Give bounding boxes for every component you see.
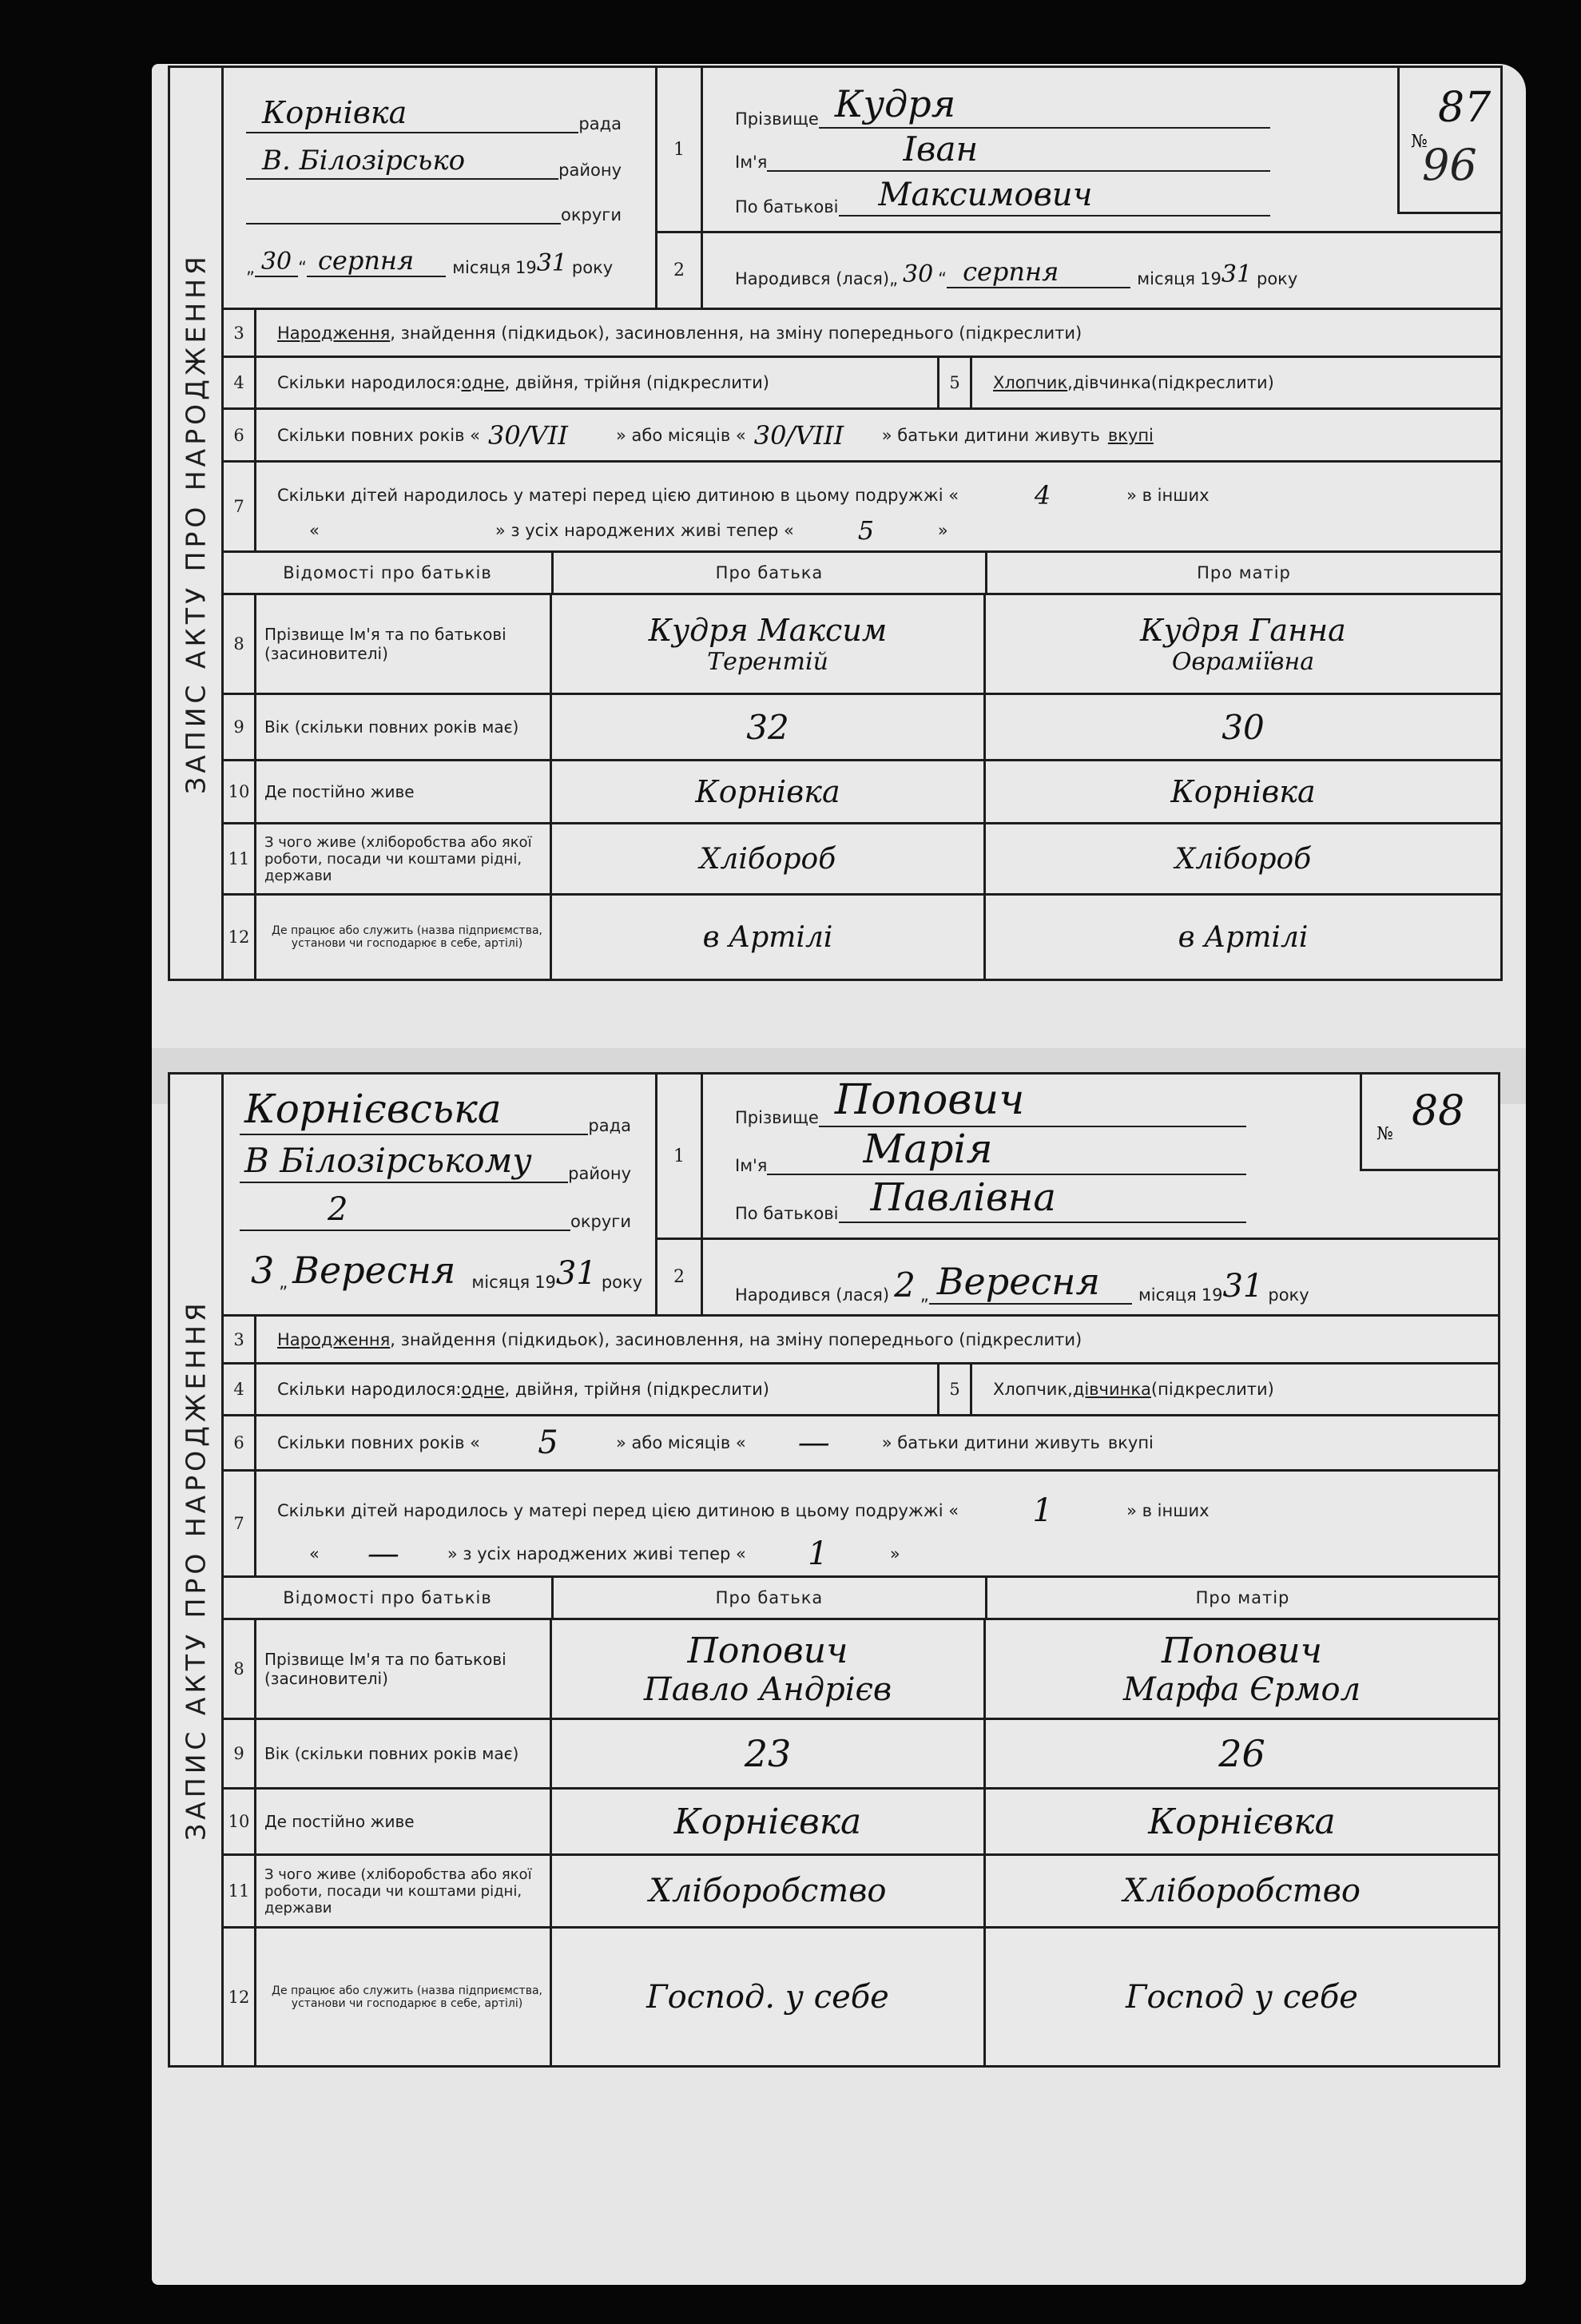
document-page [152,64,1526,2285]
rada-value: Корнівка [262,95,407,130]
okrug-value: 2 [328,1191,348,1228]
mother-occupation: Хліборобство [1122,1873,1361,1909]
parents-table-header: Відомості про батьків Про батька Про матір [224,1578,1498,1620]
form-side-title: ЗАПИС АКТУ ПРО НАРОДЖЕННЯ [170,68,224,979]
registry-location [224,68,657,308]
row-6: 6 Скільки повних років « 5 » або місяців « — » батьки дитини живуть вкупі [224,1416,1498,1472]
row-3: 3 Народження , знайдення (підкидьок), засиновлення, на зміну попереднього (підкреслити) [224,1317,1498,1365]
father-age: 23 [552,1720,986,1787]
name-value: Марія [863,1126,993,1172]
row-7: 7 Скільки дітей народилось у матері перед цією дитиною в цьому подружжі « 4 » в інших « » з усіх народжених живі тепер « 5 » [224,463,1500,553]
raion-label: району [558,161,622,180]
mother-patronymic: Овраміївна [1171,647,1315,676]
form-side-title: ЗАПИС АКТУ ПРО НАРОДЖЕННЯ [170,1075,224,2065]
okrug-label: округи [561,205,622,224]
row-3: 3 Народження , знайдення (підкидьок), засиновлення, на зміну попереднього (підкреслити) [224,310,1500,358]
father-patronymic: Терентій [707,647,828,676]
birth-record-88 [168,1072,1500,2068]
raion-value: В. Білозірсько [262,145,466,177]
surname-value: Кудря [834,82,956,125]
mother-age: 26 [1218,1732,1265,1775]
father-age: 32 [552,695,986,759]
father-patronymic: Павло Андрієв [643,1670,892,1708]
registration-date: 3 „ Вересня місяця 19 31 року [251,1249,643,1292]
okrug-label: округи [570,1212,631,1231]
row-4-5: 4 Скільки народилося: одне , двійня, трійня (підкреслити) 5 Хлопчик , дівчинка (підкреслити) [224,1365,1498,1416]
row-11: 11 З чого живе (хліборобства або якої роботи, посади чи коштами рідні, держави Хліборобство Хліборобство [224,1856,1498,1929]
surname-value: Попович [834,1076,1025,1124]
row-7: 7 Скільки дітей народилось у матері перед цією дитиною в цьому подружжі « 1 » в інших « — » з усіх народжених живі тепер « 1 » [224,1472,1498,1578]
margin-annotation: 96 [1422,140,1477,190]
registry-location [224,1075,657,1314]
row-9: 9 Вік (скільки повних років має) 23 26 [224,1720,1498,1790]
father-residence: Корнієвка [552,1790,986,1853]
mother-age: 30 [1222,707,1265,747]
mother-residence: Корнівка [1170,774,1316,809]
record-header: Корнієвська рада В Білозірському району 2 округи 3 „ Вересня місяця 19 31 року 1 2 Прізвище Попович Ім'я Марія По батькові Павлівна № 88 Народився (лася) 2 „ Вересня місяця 19 31 року [224,1075,1498,1317]
registration-date: „ 30 “ серпня місяця 19 31 року [246,245,614,277]
row-12: 12 Де працює або служить (назва підприємства, установи чи господарює в себе, артілі) Господ. у себе Господ у себе [224,1929,1498,2065]
father-residence: Корнівка [552,761,986,822]
father-work: Господ. у себе [552,1929,986,2065]
parents-table-header: Відомості про батьків Про батька Про матір [224,553,1500,595]
patronymic-value: Павлівна [870,1175,1056,1220]
mother-name: Кудря Ганна [1140,612,1346,648]
row-11: 11 З чого живе (хліборобства або якої роботи, посади чи коштами рідні, держави Хлібороб Хлібороб [224,824,1500,896]
raion-label: району [568,1164,631,1183]
child-name-block: Прізвище Кудря Ім'я Іван По батькові Максимович [703,68,1500,233]
mother-patronymic: Марфа Єрмол [1122,1670,1361,1708]
raion-value: В Білозірському [244,1141,532,1180]
father-occupation: Хліборобство [552,1856,986,1926]
rada-label: рада [578,114,622,133]
father-name: Попович [687,1630,848,1671]
record-number: № 87 [1397,68,1500,214]
birth-date: Народився (лася) „ 30 “ серпня місяця 19 31 року [735,256,1298,288]
row-12: 12 Де працює або служить (назва підприємства, установи чи господарює в себе, артілі) в Артілі в Артілі [224,896,1500,979]
rada-label: рада [588,1116,631,1135]
row-10: 10 Де постійно живе Корнієвка Корнієвка [224,1790,1498,1856]
father-name: Кудря Максим [648,612,888,648]
row-6: 6 Скільки повних років « 30/VII » або місяців « 30/VIII » батьки дитини живуть вкупі [224,410,1500,463]
birth-record-87 [168,66,1503,981]
father-work: в Артілі [552,896,986,979]
row-4-5: 4 Скільки народилося: одне , двійня, трійня (підкреслити) 5 Хлопчик , дівчинка (підкреслити) [224,358,1500,410]
mother-name: Попович [1161,1630,1322,1671]
birth-date: Народився (лася) 2 „ Вересня місяця 19 31 року [735,1260,1309,1305]
row-8: 8 Прізвище Ім'я та по батькові (засиновителі) Попович Павло Андрієв Попович Марфа Єрмол [224,1620,1498,1720]
row-9: 9 Вік (скільки повних років має) 32 30 [224,695,1500,761]
mother-occupation: Хлібороб [1174,842,1312,876]
rada-value: Корнієвська [244,1086,502,1132]
name-value: Іван [903,129,979,169]
mother-work: в Артілі [1178,920,1309,954]
father-occupation: Хлібороб [552,824,986,893]
mother-work: Господ у себе [1126,1978,1358,2016]
record-number: № 88 [1360,1075,1498,1171]
record-header: Корнівка рада В. Білозірсько району округи „ 30 “ серпня місяця 19 31 року 1 2 Прізвище Кудря Ім'я Іван По батькові Максимович № 87 Народився (лася) „ 30 “ серпня місяця 19 31 року [224,68,1500,310]
child-name-block: Прізвище Попович Ім'я Марія По батькові Павлівна [703,1075,1498,1240]
row-8: 8 Прізвище Ім'я та по батькові (засиновителі) Кудря Максим Терентій Кудря Ганна Овраміївна [224,595,1500,695]
mother-residence: Корнієвка [1148,1801,1336,1842]
patronymic-value: Максимович [878,177,1093,213]
row-10: 10 Де постійно живе Корнівка Корнівка [224,761,1500,824]
